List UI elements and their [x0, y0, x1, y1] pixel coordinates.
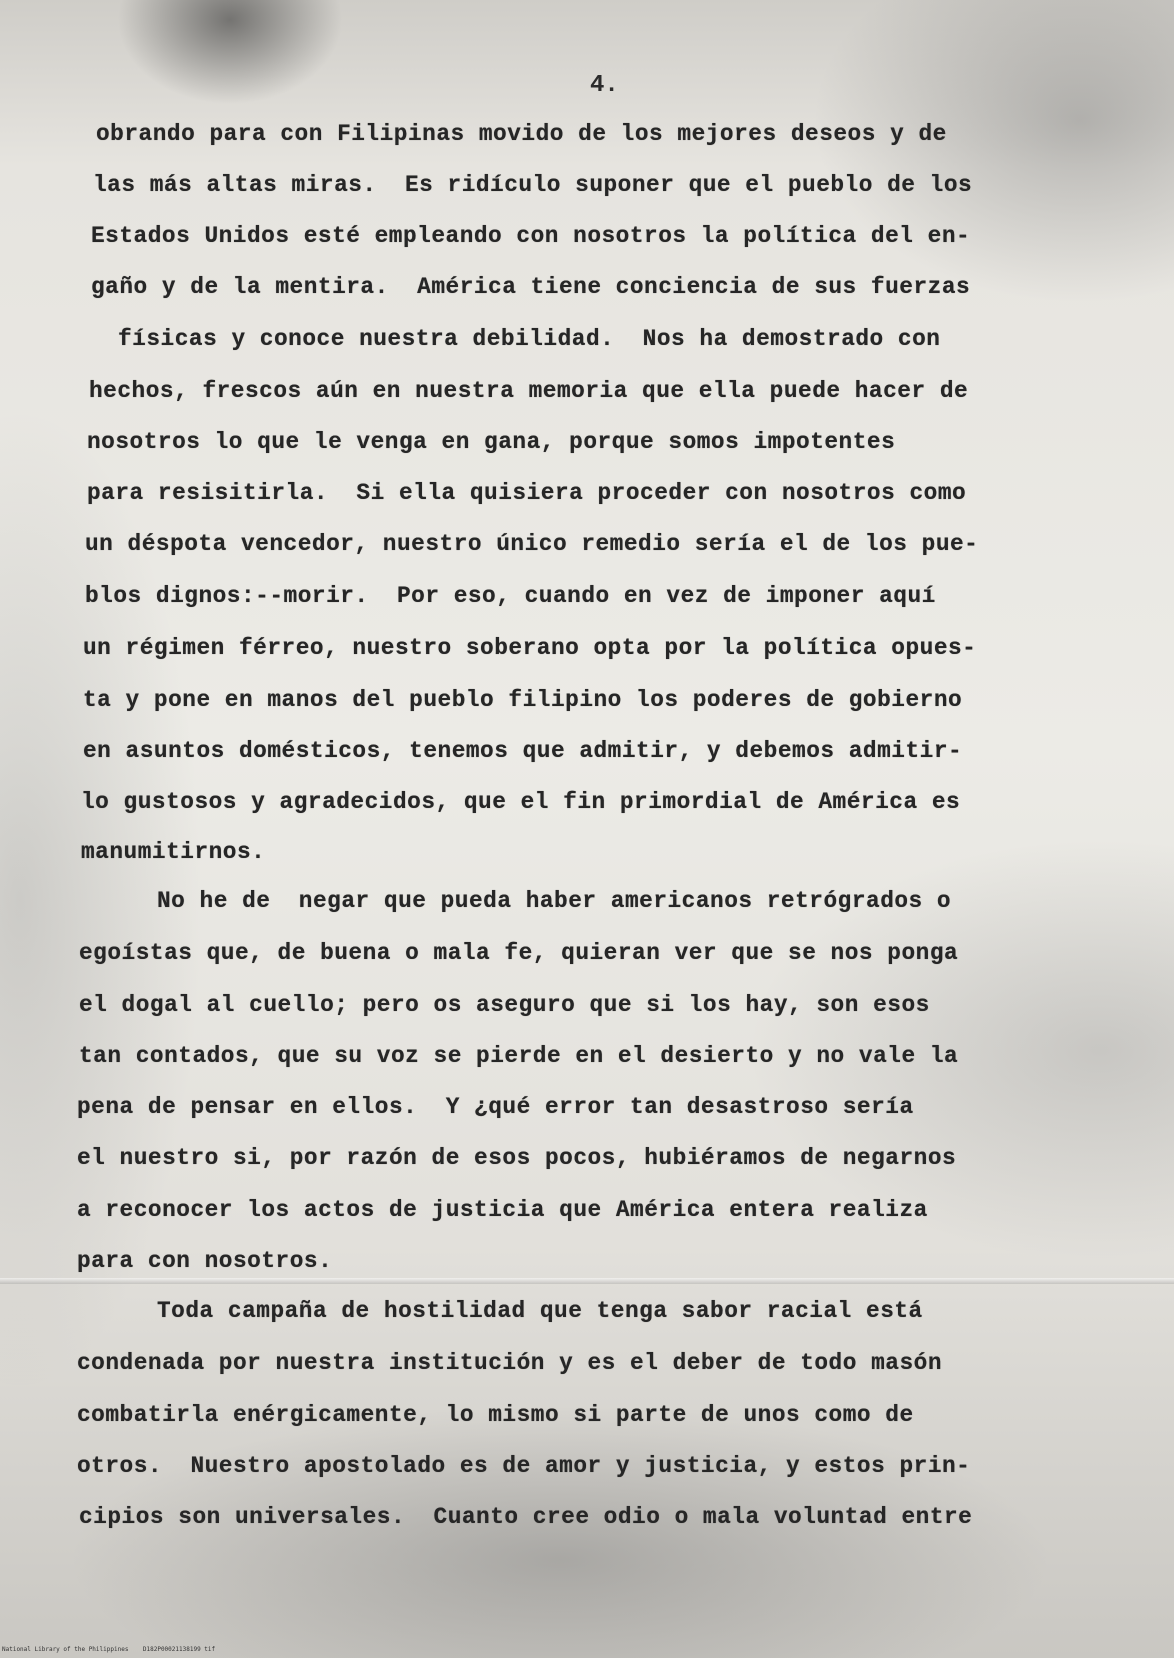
page-number: 4. [590, 72, 619, 99]
text-line: lo gustosos y agradecidos, que el fin primordial de América es [81, 789, 961, 815]
text-line: blos dignos:--morir. Por eso, cuando en vez de imponer aquí [85, 583, 936, 609]
text-line: las más altas miras. Es ridículo suponer que el pueblo de los [93, 172, 973, 198]
text-line: un régimen férreo, nuestro soberano opta por la política opues- [83, 635, 977, 661]
text-line: combatirla enérgicamente, lo mismo si parte de unos como de [77, 1402, 914, 1428]
text-line: en asuntos domésticos, tenemos que admitir, y debemos admitir- [83, 738, 963, 764]
text-line: tan contados, que su voz se pierde en el desierto y no vale la [79, 1043, 959, 1069]
text-line: para con nosotros. [77, 1248, 333, 1274]
text-line: a reconocer los actos de justicia que América entera realiza [77, 1197, 928, 1223]
text-line: hechos, frescos aún en nuestra memoria que ella puede hacer de [89, 378, 969, 404]
text-line: nosotros lo que le venga en gana, porque somos impotentes [87, 429, 896, 455]
text-line: obrando para con Filipinas movido de los mejores deseos y de [96, 121, 947, 147]
text-line: Estados Unidos esté empleando con nosotros la política del en- [91, 223, 971, 249]
text-line: el dogal al cuello; pero os aseguro que si los hay, son esos [79, 992, 930, 1018]
text-line: egoístas que, de buena o mala fe, quieran ver que se nos ponga [79, 940, 959, 966]
text-line: pena de pensar en ellos. Y ¿qué error tan desastroso sería [77, 1094, 914, 1120]
text-line: para resisitirla. Si ella quisiera proceder con nosotros como [87, 480, 967, 506]
text-line: gaño y de la mentira. América tiene conciencia de sus fuerzas [91, 274, 971, 300]
text-line: condenada por nuestra institución y es el deber de todo masón [77, 1350, 943, 1376]
text-line: físicas y conoce nuestra debilidad. Nos ha demostrado con [118, 326, 941, 352]
text-line: el nuestro si, por razón de esos pocos, hubiéramos de negarnos [77, 1145, 957, 1171]
text-line: Toda campaña de hostilidad que tenga sabor racial está [157, 1298, 923, 1324]
scan-credit: National Library of the Philippines D182P00021138199 tif [2, 1646, 216, 1653]
text-line: otros. Nuestro apostolado es de amor y justicia, y estos prin- [77, 1453, 971, 1479]
text-line: No he de negar que pueda haber americanos retrógrados o [157, 888, 952, 914]
text-line: cipios son universales. Cuanto cree odio o mala voluntad entre [79, 1504, 973, 1530]
text-line: un déspota vencedor, nuestro único remedio sería el de los pue- [85, 531, 979, 557]
text-line: manumitirnos. [81, 839, 266, 865]
text-line: ta y pone en manos del pueblo filipino los poderes de gobierno [83, 687, 963, 713]
